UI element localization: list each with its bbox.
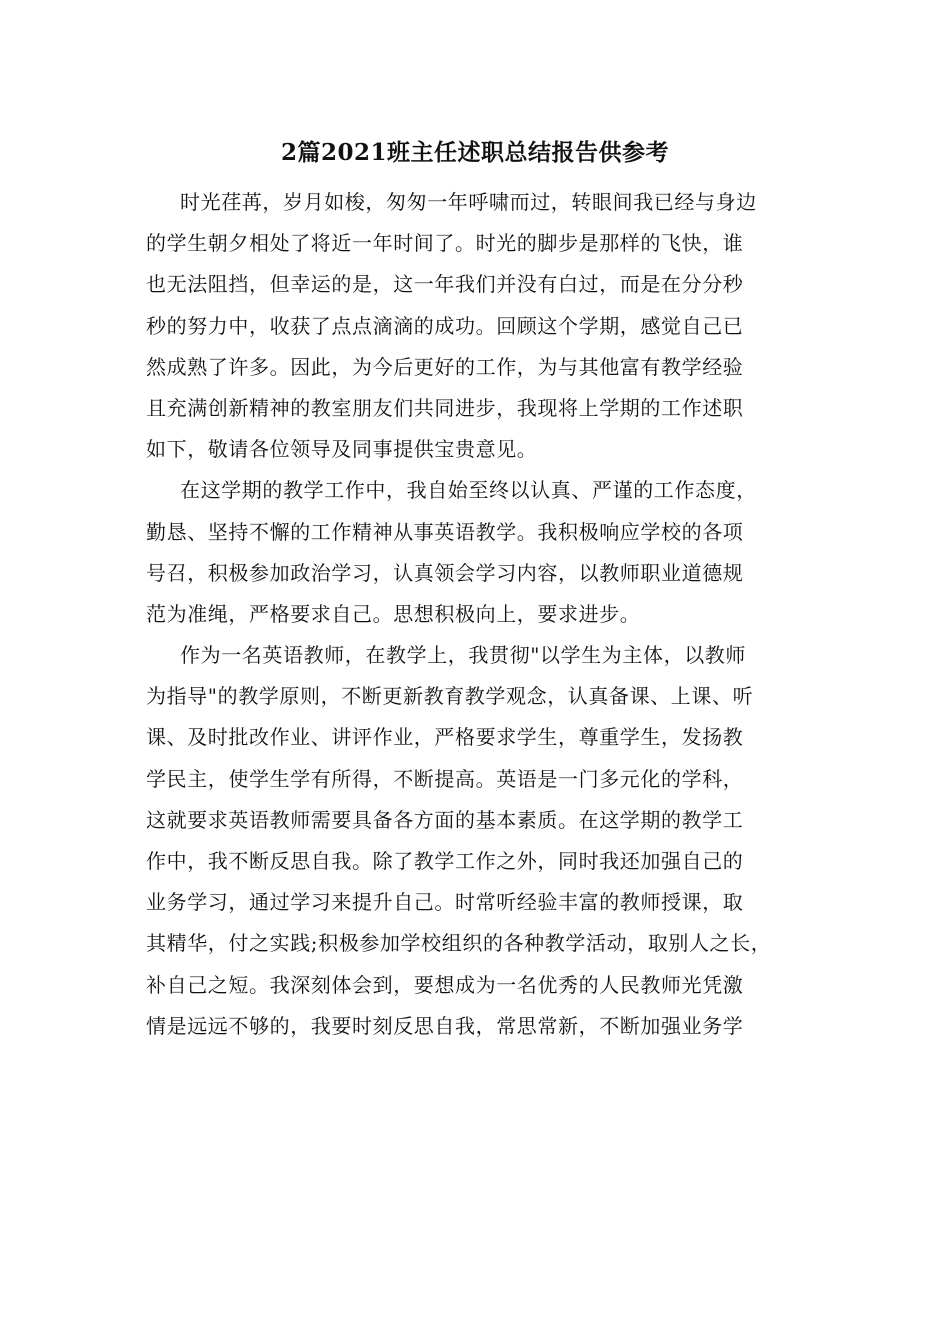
paragraph-1-line-5: 然成熟了许多。因此，为今后更好的工作，为与其他富有教学经验 [146, 354, 744, 379]
document-body [146, 182, 818, 1047]
paragraph-3-line-1: 作为一名英语教师，在教学上，我贯彻"以学生为主体，以教师 [180, 643, 746, 668]
paragraph-3-line-8: 其精华，付之实践;积极参加学校组织的各种教学活动，取别人之长， [146, 931, 772, 956]
paragraph-3-line-5: 这就要求英语教师需要具备各方面的基本素质。在这学期的教学工 [146, 807, 744, 832]
paragraph-2-line-3: 号召，积极参加政治学习，认真领会学习内容，以教师职业道德规 [146, 560, 744, 585]
paragraph-1-line-3: 也无法阻挡，但幸运的是，这一年我们并没有白过，而是在分分秒 [146, 272, 744, 297]
paragraph-2-line-4: 范为准绳，严格要求自己。思想积极向上，要求进步。 [146, 601, 641, 626]
paragraph-2-line-1: 在这学期的教学工作中，我自始至终以认真、严谨的工作态度， [180, 478, 757, 503]
paragraph-1-line-1: 时光荏苒，岁月如梭，匆匆一年呼啸而过，转眼间我已经与身边 [180, 190, 757, 214]
paragraph-1-line-4: 秒的努力中，收获了点点滴滴的成功。回顾这个学期，感觉自己已 [146, 313, 744, 338]
paragraph-3-line-10: 情是远远不够的，我要时刻反思自我，常思常新，不断加强业务学 [146, 1013, 744, 1038]
paragraph-2-line-2: 勤恳、坚持不懈的工作精神从事英语教学。我积极响应学校的各项 [146, 519, 744, 544]
paragraph-3-line-6: 作中，我不断反思自我。除了教学工作之外，同时我还加强自己的 [146, 849, 744, 873]
paragraph-3-line-4: 学民主，使学生学有所得，不断提高。英语是一门多元化的学科， [146, 766, 744, 791]
paragraph-3-line-2: 为指导"的教学原则，不断更新教育教学观念，认真备课、上课、听 [146, 684, 754, 709]
document-title: 2篇2021班主任述职总结报告供参考 [280, 139, 670, 166]
paragraph-1-line-7: 如下，敬请各位领导及同事提供宝贵意见。 [146, 437, 538, 462]
paragraph-3-line-3: 课、及时批改作业、讲评作业，严格要求学生，尊重学生，发扬教 [146, 725, 744, 750]
paragraph-1-line-6: 且充满创新精神的教室朋友们共同进步，我现将上学期的工作述职 [146, 395, 744, 420]
paragraph-3-line-7: 业务学习，通过学习来提升自己。时常听经验丰富的教师授课，取 [146, 890, 744, 915]
paragraph-3-line-9: 补自己之短。我深刻体会到，要想成为一名优秀的人民教师光凭激 [146, 972, 744, 997]
paragraph-1-line-2: 的学生朝夕相处了将近一年时间了。时光的脚步是那样的飞快，谁 [146, 231, 744, 256]
